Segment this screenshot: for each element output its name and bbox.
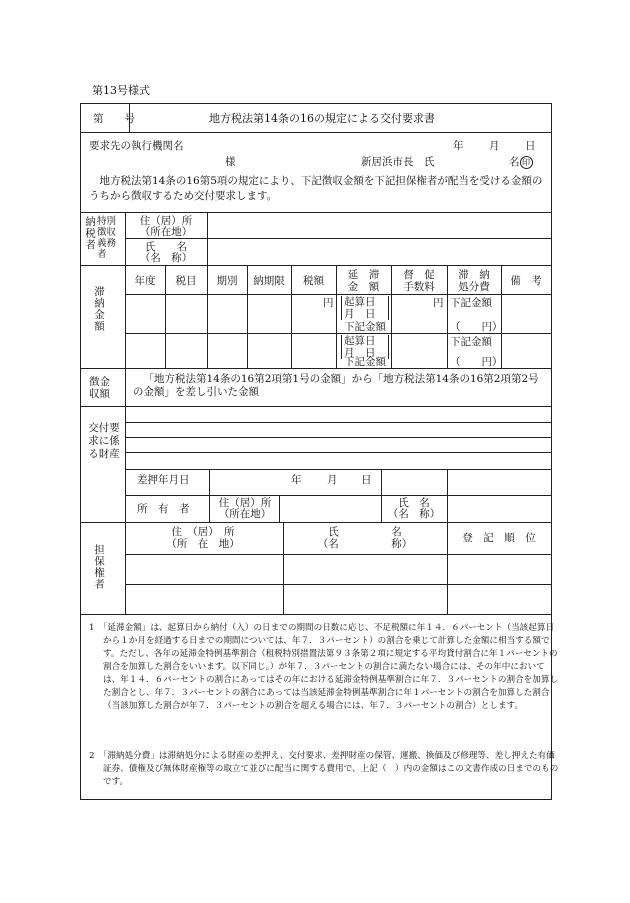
- seizure-day: 日: [361, 474, 372, 486]
- date-day: 日: [525, 140, 536, 152]
- col-tax-type: 税目: [175, 275, 197, 287]
- taxpayer-label: 納税者: [84, 216, 96, 251]
- security-holder-label: 担保権者: [93, 544, 105, 590]
- col-reminder-fee: 督 促 手数料: [403, 269, 435, 293]
- taxpayer-address-sub: （所在地）: [139, 226, 193, 238]
- col-disposition-cost: 滞 納 処分費: [458, 269, 490, 293]
- holder-address-sub: （所 在 地）: [166, 538, 240, 550]
- request-form: [80, 103, 559, 800]
- collection-text: 「地方税法第14条の16第2項第1号の金額」から「地方税法第14条の16第2項第2号の金額」を差し引いた金額: [133, 373, 539, 398]
- request-body: 地方税法第14条の16第5項の規定により、下記徴収金額を下記担保権者が配当を受ける金額のうちから徴収するため交付要求します。: [89, 175, 543, 202]
- disposition-paren-yen-2: （ 円）: [450, 356, 503, 368]
- owner-name-sub: （名 称）: [387, 508, 441, 520]
- taxpayer-address-label: 住（居）所: [139, 215, 193, 227]
- sender-title: 新居浜市長 氏: [361, 156, 435, 168]
- tax-yen-unit: 円: [323, 297, 334, 309]
- collection-label: 徴金収額: [89, 376, 110, 400]
- delinquency-label: 滞納金額: [93, 286, 105, 332]
- holder-name-sub: （名 称）: [317, 538, 413, 550]
- sender-name-suffix: 名 印: [509, 156, 533, 169]
- owner-address-label: 住（居）所: [218, 497, 272, 509]
- owner-name-label: 氏 名: [398, 497, 430, 509]
- disposition-lower-amount: 下記金額: [450, 297, 492, 309]
- col-tax-amount: 税額: [303, 275, 324, 287]
- date-year: 年: [453, 140, 464, 152]
- col-due-date: 納期限: [253, 275, 285, 287]
- disposition-lower-amount-2: 下記金額: [450, 336, 492, 348]
- calc-date-box: 起算日 月 日: [341, 296, 389, 320]
- calc-date-box-2: 起算日 月 日: [341, 335, 389, 359]
- seizure-year: 年: [291, 474, 302, 486]
- holder-name-label: 氏 名: [328, 526, 402, 538]
- seizure-date-label: 差押年月日: [137, 474, 190, 486]
- document-title: 地方税法第14条の16の規定による交付要求書: [209, 112, 435, 125]
- disposition-paren-yen: （ 円）: [450, 321, 503, 333]
- taxpayer-name-sub: （名 称）: [139, 252, 193, 264]
- col-year: 年度: [134, 275, 156, 287]
- late-fee-lower-amount-2: 下記金額: [344, 356, 386, 368]
- date-month: 月: [489, 140, 500, 152]
- note-2: 2 「滞納処分費」は滞納処分による財産の差押え、交付要求、差押財産の保管、運搬、換価及び修理等、差し押えた有価証券、債権及び無体財産権等の取立て並びに配当に関する費用で、上記（ ）内の金額はこの文書作成の日までのものです。: [89, 751, 559, 787]
- holder-address-label: 住 （居） 所: [171, 526, 235, 538]
- col-late-fee: 延 滞 金 額: [347, 269, 380, 293]
- taxpayer-name-label: 氏 名: [145, 241, 187, 253]
- col-period: 期別: [216, 275, 238, 287]
- recipient-label: 要求先の執行機関名: [89, 140, 184, 152]
- special-collector-label: 特別徴収義務者: [97, 216, 117, 260]
- note-1: 1 「延滞金額」は、起算日から納付（入）の日までの期間の日数に応じ、不足税額に年１４．６パーセント（当該起算日から１か月を経過する日までの期間については、年７．３パーセント）の割合を乗じて計算した金額に相当する額です。ただし、各年の延滞金特例基準割合（租税特別措置法第９３条第２項に規定する平均貸付割合に年１パーセントの割合を加算した割合をいいます。以下同じ。）が年７．３パーセントの割合に満たない場合には、その年中においては、年１４．６パーセントの割合にあってはその年における延滞金特例基準割合に年７．３パーセントの割合を加算した割合とし、年７．３パーセントの割合にあっては当該延滞金特例基準割合に年１パーセントの割合を加算した割合（当該加算した割合が年７．３パーセントの割合を超える場合には、年７．３パーセントの割合）とします。: [89, 623, 559, 711]
- owner-address-sub: （所在地）: [218, 508, 272, 520]
- col-remarks: 備 考: [510, 275, 542, 287]
- form-number: 第13号様式: [92, 84, 150, 97]
- reminder-yen-unit: 円: [433, 297, 444, 309]
- holder-rank-label: 登 記 順 位: [462, 532, 536, 544]
- property-label: 交付要求に係る財産: [88, 422, 120, 460]
- owner-label: 所 有 者: [137, 503, 190, 515]
- seizure-month: 月: [327, 474, 338, 486]
- late-fee-lower-amount: 下記金額: [344, 321, 386, 333]
- recipient-honorific: 様: [225, 156, 236, 168]
- document-number-label: 第 号: [93, 113, 135, 125]
- seal-mark: 印: [520, 156, 533, 169]
